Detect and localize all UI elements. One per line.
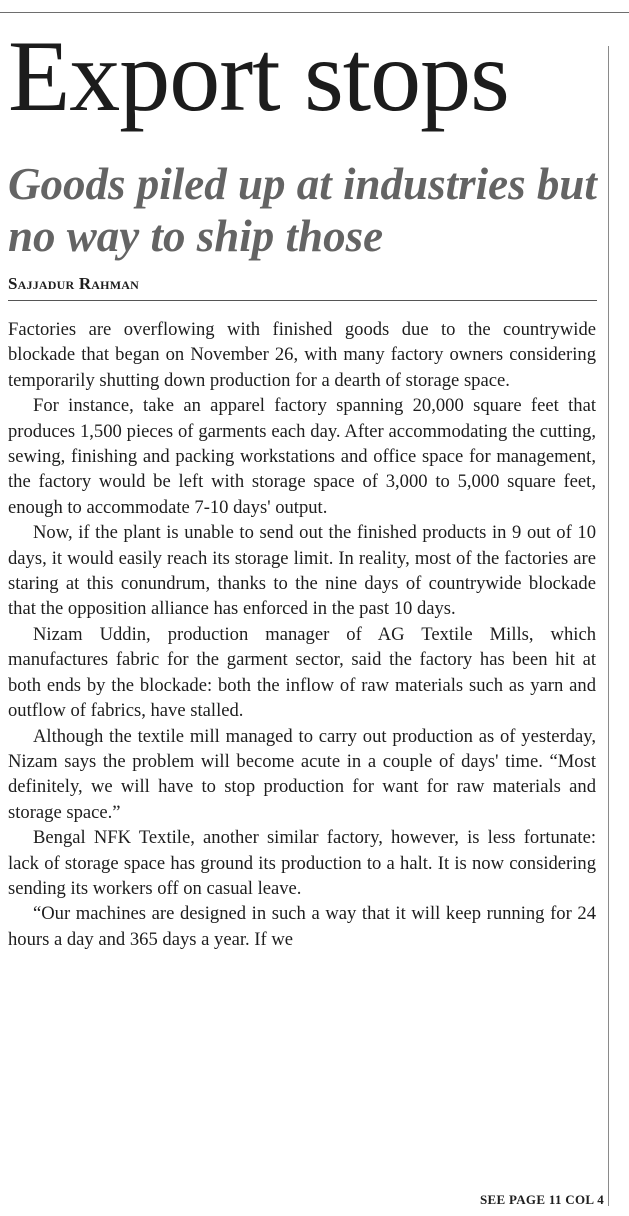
- paragraph: Although the textile mill managed to carry out production as of yesterday, Nizam says the problem will become acute in a couple of days' time. “Most definitely, we will have to stop production for want for raw materials and storage space.”: [8, 725, 596, 823]
- paragraph: Now, if the plant is unable to send out the finished products in 9 out of 10 days, it would easily reach its storage limit. In reality, most of the factories are staring at this conundrum, thanks to the nine days of countrywide blockade that the opposition alliance has enforced in the past 10 days.: [8, 522, 596, 620]
- byline: Sajjadur Rahman: [8, 274, 139, 293]
- paragraph: Nizam Uddin, production manager of AG Textile Mills, which manufactures fabric for the garment sector, said the factory has been hit at both ends by the blockade: both the inflow of raw materials such as yarn and outflow of fabrics, have stalled.: [8, 623, 596, 722]
- paragraph: Factories are overflowing with finished goods due to the countrywide blockade that began on November 26, with many factory owners considering temporarily shutting down production for a dearth of storage space.: [8, 319, 596, 391]
- paragraph: “Our machines are designed in such a way that it will keep running for 24 hours a day and 365 days a year. If we: [8, 903, 596, 950]
- headline: Export stops: [8, 20, 509, 133]
- column-rule: [608, 46, 609, 1206]
- byline-rule: [8, 300, 597, 301]
- paragraph: For instance, take an apparel factory spanning 20,000 square feet that produces 1,500 pieces of garments each day. After accommodating the cutting, sewing, finishing and packing workstations and office space for management, the factory would be left with storage space of 3,000 to 5,000 square feet, enough to accommodate 7-10 days' output.: [8, 395, 596, 518]
- continuation-jump-line: SEE PAGE 11 COL 4: [479, 1192, 604, 1207]
- top-rule: [0, 12, 629, 13]
- article-body: [8, 317, 596, 952]
- subheadline: Goods piled up at industries but no way to ship those: [8, 159, 597, 261]
- paragraph: Bengal NFK Textile, another similar factory, however, is less fortunate: lack of storage space has ground its production to a halt. It is now considering sending its workers off on casual leave.: [8, 827, 596, 899]
